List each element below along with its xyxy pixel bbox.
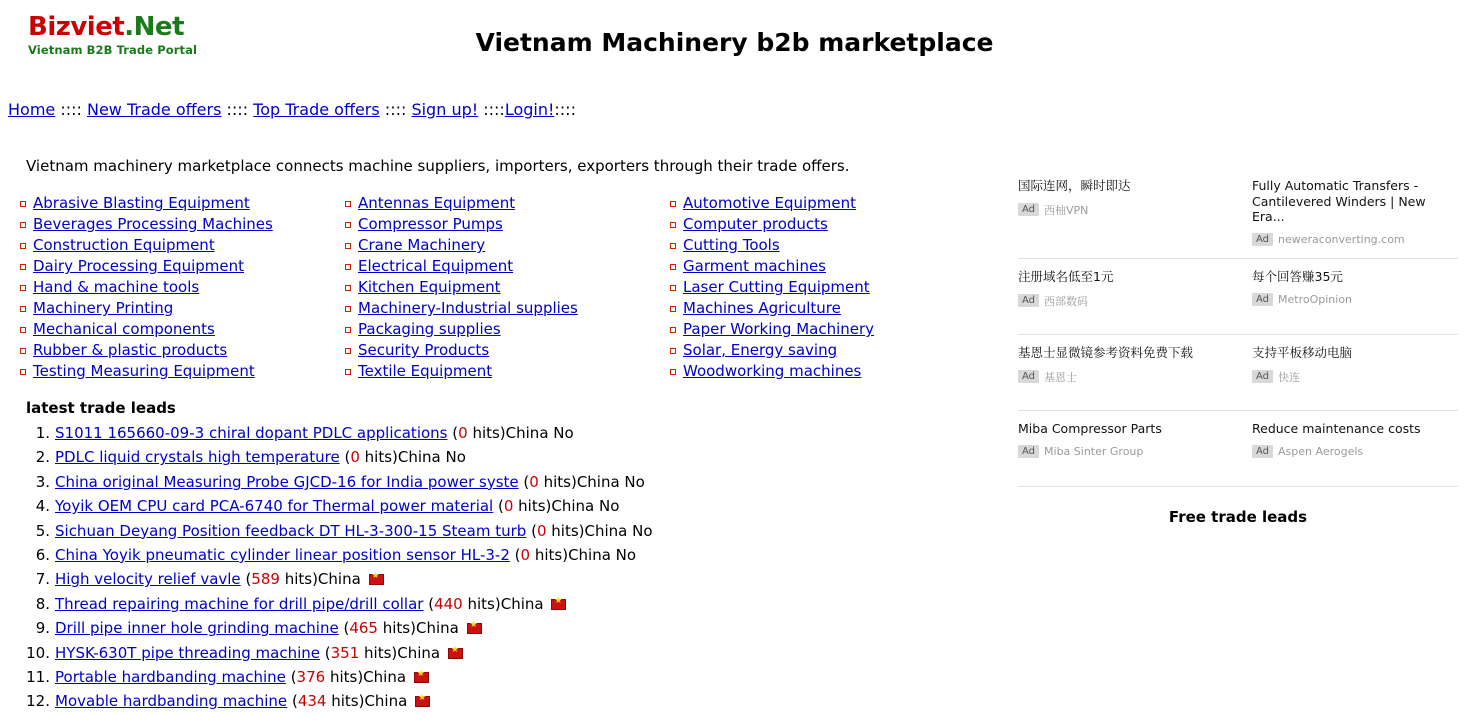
bullet-icon bbox=[670, 243, 676, 249]
list-item[interactable] bbox=[26, 592, 986, 616]
ad-unit[interactable] bbox=[1238, 259, 1458, 335]
list-item[interactable] bbox=[26, 616, 986, 640]
logo-part-b: .Net bbox=[124, 12, 184, 42]
list-item-number: 4. bbox=[35, 497, 50, 516]
latest-trade-leads-heading: latest trade leads bbox=[26, 399, 176, 417]
logo-tagline: Vietnam B2B Trade Portal bbox=[28, 43, 198, 58]
hit-count: 0 bbox=[536, 521, 547, 540]
hit-suffix: hits)China No bbox=[538, 472, 645, 491]
ad-grid bbox=[1018, 168, 1458, 487]
hit-suffix: hits)China bbox=[462, 594, 549, 613]
category-link[interactable]: Construction Equipment bbox=[33, 236, 215, 254]
list-item[interactable] bbox=[345, 256, 670, 277]
hit-count: 376 bbox=[296, 667, 326, 686]
bullet-icon bbox=[670, 369, 676, 375]
hit-suffix: hits)China bbox=[326, 692, 413, 711]
trade-lead-link[interactable]: Portable hardbanding machine bbox=[55, 667, 286, 686]
ad-unit[interactable] bbox=[1238, 168, 1458, 259]
trade-lead-link[interactable]: China original Measuring Probe GJCD-16 for India power syste bbox=[55, 472, 519, 491]
list-item[interactable] bbox=[670, 298, 980, 319]
bullet-icon bbox=[345, 306, 351, 312]
ad-badge: Ad bbox=[1252, 233, 1273, 246]
category-link[interactable]: Abrasive Blasting Equipment bbox=[33, 194, 250, 212]
hit-suffix: hits)China bbox=[325, 667, 411, 686]
ad-headline[interactable]: 注册域名低至1元 bbox=[1018, 268, 1114, 284]
category-link[interactable]: Kitchen Equipment bbox=[358, 278, 501, 296]
ad-badge: Ad bbox=[1018, 294, 1039, 307]
nav-separator: :::: bbox=[554, 100, 576, 119]
main-navigation bbox=[8, 100, 576, 119]
nav-separator: :::: bbox=[221, 100, 254, 119]
list-item[interactable] bbox=[20, 298, 345, 319]
list-item[interactable] bbox=[670, 214, 980, 235]
hit-suffix: hits)China No bbox=[359, 448, 466, 467]
nav-link-new-trade-offers[interactable]: New Trade offers bbox=[86, 100, 222, 119]
list-item-number: 9. bbox=[35, 619, 50, 638]
bullet-icon bbox=[670, 264, 676, 270]
nav-link-login[interactable]: Login! bbox=[504, 100, 555, 119]
bullet-icon bbox=[345, 327, 351, 333]
category-link[interactable]: Crane Machinery bbox=[358, 236, 486, 254]
list-item[interactable] bbox=[670, 319, 980, 340]
open-paren: ( bbox=[343, 619, 350, 638]
ad-advertiser: 西柚VPN bbox=[1044, 203, 1089, 217]
open-paren: ( bbox=[291, 692, 298, 711]
trade-lead-link[interactable]: High velocity relief vavle bbox=[55, 570, 241, 589]
hit-count: 440 bbox=[434, 594, 463, 613]
list-item-number: 8. bbox=[35, 594, 50, 613]
trade-lead-link[interactable]: Thread repairing machine for drill pipe/drill collar bbox=[55, 594, 424, 613]
list-item[interactable] bbox=[345, 214, 670, 235]
hit-count: 0 bbox=[458, 424, 468, 442]
hit-suffix: hits)China No bbox=[530, 545, 637, 564]
bullet-icon bbox=[20, 222, 26, 228]
hit-suffix: hits)China bbox=[359, 643, 445, 662]
list-item[interactable] bbox=[26, 421, 986, 445]
trade-lead-link[interactable]: Yoyik OEM CPU card PCA-6740 for Thermal power material bbox=[55, 497, 494, 516]
hit-count: 465 bbox=[349, 619, 378, 638]
ad-headline[interactable]: Miba Compressor Parts bbox=[1018, 420, 1162, 436]
list-item[interactable] bbox=[20, 256, 345, 277]
category-link[interactable]: Computer products bbox=[683, 215, 828, 233]
ad-badge: Ad bbox=[1018, 445, 1039, 458]
hit-count: 0 bbox=[503, 497, 514, 516]
list-item[interactable] bbox=[20, 361, 345, 382]
list-item[interactable] bbox=[26, 543, 986, 567]
open-paren: ( bbox=[452, 424, 459, 442]
latest-trade-leads-list bbox=[26, 421, 986, 714]
ad-panel bbox=[1018, 168, 1458, 487]
ad-unit[interactable] bbox=[1018, 411, 1238, 487]
nav-link-sign-up[interactable]: Sign up! bbox=[411, 100, 479, 119]
bullet-icon bbox=[345, 369, 351, 375]
ad-unit[interactable] bbox=[1018, 259, 1238, 335]
category-link[interactable]: Machinery Printing bbox=[33, 299, 174, 317]
list-item[interactable] bbox=[26, 665, 986, 689]
ad-advertiser: 快连 bbox=[1278, 370, 1301, 384]
ad-unit[interactable] bbox=[1238, 411, 1458, 487]
ad-source bbox=[1018, 445, 1224, 458]
category-column-2 bbox=[345, 193, 670, 382]
category-link[interactable]: Packaging supplies bbox=[358, 320, 501, 338]
bullet-icon bbox=[670, 348, 676, 354]
bullet-icon bbox=[345, 264, 351, 270]
trade-lead-link[interactable]: Sichuan Deyang Position feedback DT HL-3-300-15 Steam turb bbox=[55, 521, 527, 540]
open-paren: ( bbox=[531, 521, 537, 540]
bullet-icon bbox=[20, 327, 26, 333]
bullet-icon bbox=[20, 306, 26, 312]
category-link[interactable]: Rubber & plastic products bbox=[33, 341, 228, 359]
ad-headline[interactable]: 每个回答赚35元 bbox=[1252, 268, 1343, 284]
free-trade-leads-heading: Free trade leads bbox=[1168, 508, 1308, 526]
ad-badge: Ad bbox=[1018, 203, 1039, 216]
hit-count: 0 bbox=[520, 545, 531, 564]
category-link[interactable]: Mechanical components bbox=[33, 320, 215, 338]
list-item-number: 7. bbox=[35, 570, 50, 589]
logo-part-a: Bizviet bbox=[28, 12, 125, 42]
trade-lead-link[interactable]: Drill pipe inner hole grinding machine bbox=[55, 619, 339, 638]
ad-advertiser: neweraconverting.com bbox=[1278, 232, 1405, 246]
list-item[interactable] bbox=[26, 567, 986, 591]
list-item[interactable] bbox=[670, 235, 980, 256]
nav-separator: :::: bbox=[478, 100, 505, 119]
ad-advertiser: Miba Sinter Group bbox=[1044, 444, 1144, 458]
list-item[interactable] bbox=[345, 298, 670, 319]
ad-source bbox=[1252, 233, 1444, 246]
category-link[interactable]: Woodworking machines bbox=[683, 362, 862, 380]
open-paren: ( bbox=[428, 594, 435, 613]
list-item-number: 1. bbox=[35, 424, 50, 442]
category-link[interactable]: Cutting Tools bbox=[683, 236, 780, 254]
category-link[interactable]: Compressor Pumps bbox=[358, 215, 503, 233]
list-item-number: 11. bbox=[26, 667, 50, 686]
list-item[interactable] bbox=[20, 214, 345, 235]
bullet-icon bbox=[20, 243, 26, 249]
bullet-icon bbox=[20, 264, 26, 270]
list-item[interactable] bbox=[20, 277, 345, 298]
list-item[interactable] bbox=[670, 340, 980, 361]
nav-link-top-trade-offers[interactable]: Top Trade offers bbox=[253, 100, 380, 119]
category-link[interactable]: Machinery-Industrial supplies bbox=[358, 299, 578, 317]
trade-lead-link[interactable]: HYSK-630T pipe threading machine bbox=[55, 643, 320, 662]
ad-advertiser: MetroOpinion bbox=[1278, 292, 1353, 306]
list-item[interactable] bbox=[20, 340, 345, 361]
category-link[interactable]: Antennas Equipment bbox=[358, 194, 516, 212]
bullet-icon bbox=[20, 201, 26, 207]
china-flag-icon bbox=[467, 623, 482, 634]
list-item[interactable] bbox=[26, 641, 986, 665]
open-paren: ( bbox=[290, 667, 297, 686]
list-item[interactable] bbox=[20, 319, 345, 340]
hit-suffix: hits)China No bbox=[546, 521, 653, 540]
category-link[interactable]: Laser Cutting Equipment bbox=[683, 278, 870, 296]
nav-separator: :::: bbox=[379, 100, 412, 119]
ad-headline[interactable]: Reduce maintenance costs bbox=[1252, 420, 1421, 436]
hit-count: 0 bbox=[350, 448, 360, 467]
category-link[interactable]: Paper Working Machinery bbox=[683, 320, 875, 338]
list-item[interactable] bbox=[26, 519, 986, 543]
category-link[interactable]: Solar, Energy saving bbox=[683, 341, 838, 359]
hit-count: 589 bbox=[251, 570, 280, 589]
intro-text: Vietnam machinery marketplace connects machine suppliers, importers, exporters through their trade offers. bbox=[26, 157, 850, 175]
china-flag-icon bbox=[414, 672, 429, 683]
ad-source bbox=[1252, 445, 1444, 458]
list-item[interactable] bbox=[26, 689, 986, 713]
bullet-icon bbox=[670, 306, 676, 312]
hit-suffix: hits)China No bbox=[513, 497, 620, 516]
list-item-number: 3. bbox=[35, 472, 50, 491]
hit-count: 0 bbox=[529, 472, 539, 491]
category-link[interactable]: Automotive Equipment bbox=[683, 194, 856, 212]
bullet-icon bbox=[670, 222, 676, 228]
open-paren: ( bbox=[523, 472, 530, 491]
bullet-icon bbox=[345, 201, 351, 207]
ad-advertiser: 西部数码 bbox=[1044, 294, 1089, 308]
open-paren: ( bbox=[498, 497, 504, 516]
category-link[interactable]: Dairy Processing Equipment bbox=[33, 257, 245, 275]
bullet-icon bbox=[20, 369, 26, 375]
list-item-number: 10. bbox=[26, 643, 50, 662]
trade-lead-link[interactable]: S1011 165660-09-3 chiral dopant PDLC applications bbox=[55, 424, 448, 442]
bullet-icon bbox=[345, 348, 351, 354]
bullet-icon bbox=[670, 201, 676, 207]
category-link[interactable]: Testing Measuring Equipment bbox=[33, 362, 255, 380]
list-item-number: 2. bbox=[35, 448, 50, 467]
list-item-number: 12. bbox=[26, 692, 50, 711]
category-column-3 bbox=[670, 193, 980, 382]
list-item[interactable] bbox=[345, 193, 670, 214]
ad-unit[interactable] bbox=[1018, 168, 1238, 259]
ad-headline[interactable]: Fully Automatic Transfers - Cantilevered Winders | New Era... bbox=[1252, 178, 1426, 225]
list-item[interactable] bbox=[670, 193, 980, 214]
category-link[interactable]: Beverages Processing Machines bbox=[33, 215, 273, 233]
page-header bbox=[0, 0, 1469, 88]
list-item-number: 6. bbox=[35, 545, 50, 564]
bullet-icon bbox=[345, 285, 351, 291]
ad-source bbox=[1252, 293, 1444, 306]
hit-suffix: hits)China No bbox=[467, 424, 574, 442]
open-paren: ( bbox=[324, 643, 331, 662]
nav-link-home[interactable]: Home bbox=[8, 100, 56, 119]
bullet-icon bbox=[20, 348, 26, 354]
bullet-icon bbox=[345, 222, 351, 228]
china-flag-icon bbox=[415, 696, 430, 707]
list-item[interactable] bbox=[26, 470, 986, 494]
list-item[interactable] bbox=[20, 193, 345, 214]
ad-badge: Ad bbox=[1018, 370, 1039, 383]
list-item[interactable] bbox=[670, 256, 980, 277]
ad-advertiser: Aspen Aerogels bbox=[1278, 444, 1364, 458]
ad-source bbox=[1018, 293, 1224, 309]
list-item[interactable] bbox=[20, 235, 345, 256]
ad-badge: Ad bbox=[1252, 445, 1273, 458]
hit-suffix: hits)China bbox=[279, 570, 366, 589]
bullet-icon bbox=[345, 243, 351, 249]
hit-suffix: hits)China bbox=[377, 619, 464, 638]
list-item[interactable] bbox=[670, 277, 980, 298]
nav-separator: :::: bbox=[55, 100, 87, 119]
category-link[interactable]: Hand & machine tools bbox=[33, 278, 200, 296]
china-flag-icon bbox=[369, 574, 384, 585]
list-item[interactable] bbox=[345, 319, 670, 340]
bullet-icon bbox=[670, 285, 676, 291]
ad-headline[interactable]: 支持平板移动电脑 bbox=[1252, 344, 1353, 360]
category-link[interactable]: Security Products bbox=[358, 341, 490, 359]
hit-count: 434 bbox=[297, 692, 327, 711]
list-item[interactable] bbox=[345, 361, 670, 382]
bullet-icon bbox=[670, 327, 676, 333]
trade-lead-link[interactable]: China Yoyik pneumatic cylinder linear position sensor HL-3-2 bbox=[55, 545, 510, 564]
list-item[interactable] bbox=[26, 494, 986, 518]
open-paren: ( bbox=[514, 545, 521, 564]
ad-badge: Ad bbox=[1252, 370, 1273, 383]
category-link[interactable]: Textile Equipment bbox=[358, 362, 493, 380]
ad-source bbox=[1018, 369, 1224, 385]
list-item[interactable] bbox=[345, 340, 670, 361]
list-item[interactable] bbox=[345, 277, 670, 298]
hit-count: 351 bbox=[330, 643, 360, 662]
list-item[interactable] bbox=[670, 361, 980, 382]
ad-unit[interactable] bbox=[1018, 335, 1238, 411]
category-columns bbox=[20, 193, 980, 382]
open-paren: ( bbox=[245, 570, 252, 589]
trade-lead-link[interactable]: PDLC liquid crystals high temperature bbox=[55, 448, 340, 467]
list-item-number: 5. bbox=[35, 521, 50, 540]
category-link[interactable]: Machines Agriculture bbox=[683, 299, 841, 317]
bullet-icon bbox=[20, 285, 26, 291]
category-link[interactable]: Garment machines bbox=[683, 257, 826, 275]
ad-source bbox=[1252, 369, 1444, 385]
category-link[interactable]: Electrical Equipment bbox=[358, 257, 514, 275]
page-title: Vietnam Machinery b2b marketplace bbox=[475, 28, 994, 57]
open-paren: ( bbox=[344, 448, 351, 467]
list-item[interactable] bbox=[345, 235, 670, 256]
ad-headline[interactable]: 基恩士显微镜参考资料免费下载 bbox=[1018, 344, 1194, 360]
ad-source bbox=[1018, 202, 1224, 218]
china-flag-icon bbox=[551, 599, 566, 610]
ad-unit[interactable] bbox=[1238, 335, 1458, 411]
ad-headline[interactable]: 国际连网，瞬时即达 bbox=[1018, 178, 1131, 193]
trade-lead-link[interactable]: Movable hardbanding machine bbox=[55, 692, 288, 711]
china-flag-icon bbox=[448, 648, 463, 659]
ad-badge: Ad bbox=[1252, 293, 1273, 306]
category-column-1 bbox=[20, 193, 345, 382]
list-item[interactable] bbox=[26, 445, 986, 469]
ad-advertiser: 基恩士 bbox=[1044, 370, 1078, 384]
